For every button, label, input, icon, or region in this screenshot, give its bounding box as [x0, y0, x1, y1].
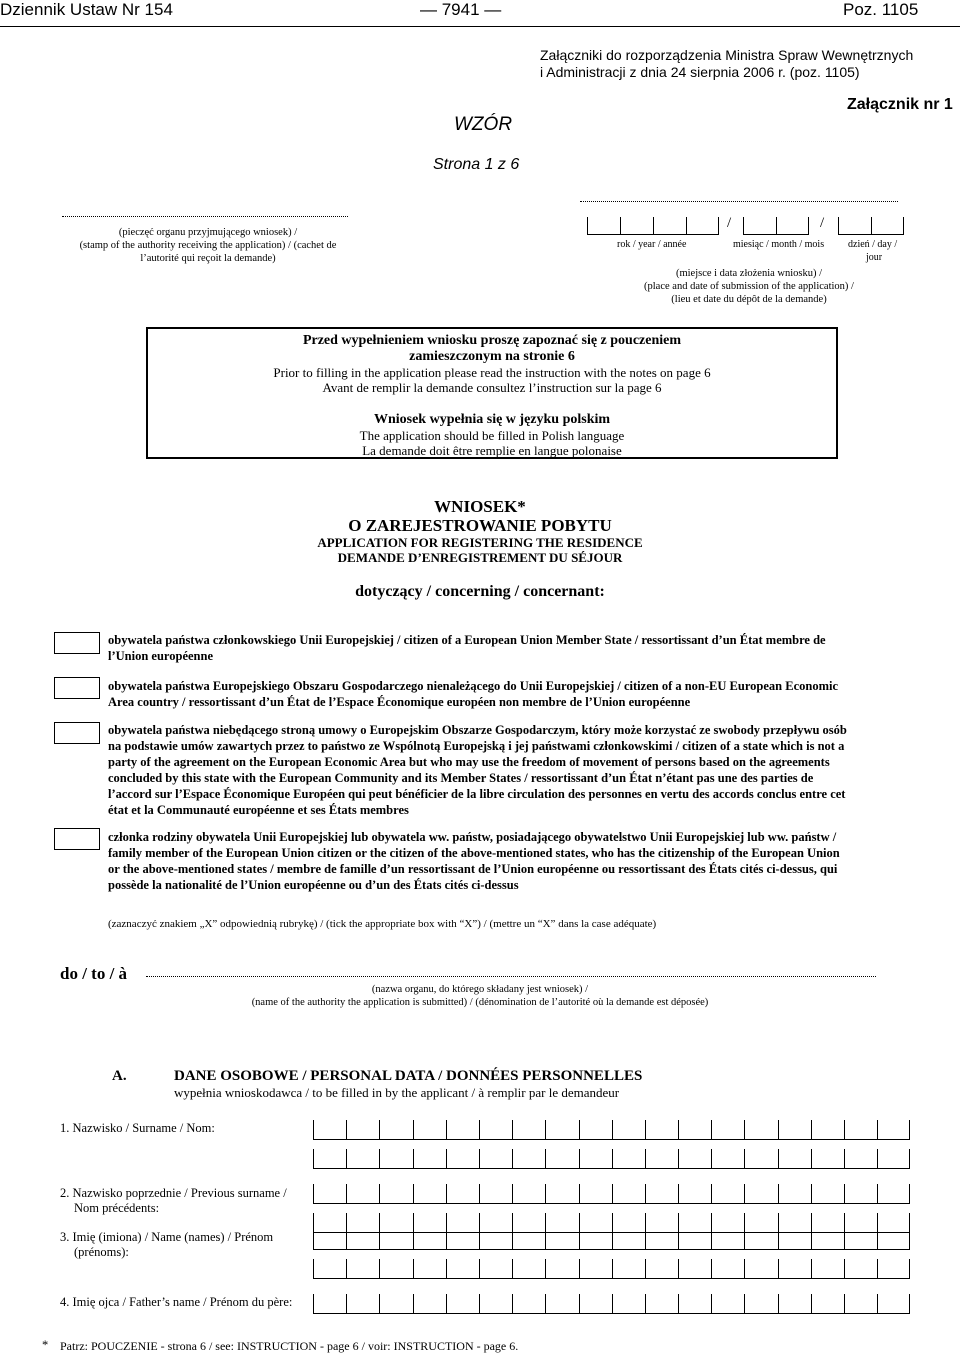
character-cell[interactable] [446, 1149, 479, 1169]
character-cell[interactable] [379, 1120, 412, 1140]
tick-instruction: (zaznaczyć znakiem „X” odpowiednią rubrykę) / (tick the appropriate box with “X”) / (mettre un “X” dans la case adéquate) [108, 918, 657, 930]
date-separator: / [727, 215, 732, 231]
character-cell[interactable] [744, 1230, 777, 1250]
character-cell[interactable] [877, 1149, 910, 1169]
character-cell[interactable] [479, 1184, 512, 1204]
day-caption: dzień / day / [848, 239, 898, 250]
character-cell[interactable] [579, 1149, 612, 1169]
option-text-line: obywatela państwa niebędącego stroną umowy o Europejskim Obszarze Gospodarczym, który może korzystać ze swobody przepływu osób [108, 723, 847, 737]
option-text-line: Area country / ressortissant d’un État de l’Espace Économique européen non membre de l’Union européenne [108, 695, 691, 709]
character-cell[interactable] [778, 1149, 811, 1169]
character-cell[interactable] [844, 1120, 877, 1140]
character-cell[interactable] [512, 1120, 545, 1140]
character-cell[interactable] [545, 1259, 578, 1279]
year-digit-box[interactable] [653, 217, 686, 235]
label-line: Nom précédents: [74, 1201, 160, 1215]
character-cell[interactable] [446, 1294, 479, 1314]
character-cell[interactable] [877, 1184, 910, 1204]
position-number: Poz. 1105 [843, 0, 919, 19]
form-title-line: DEMANDE D’ENREGISTREMENT DU SÉJOUR [337, 550, 623, 565]
name-grid-row-1[interactable] [313, 1230, 910, 1250]
day-caption-fr: jour [866, 252, 883, 263]
character-cell[interactable] [778, 1230, 811, 1250]
character-cell[interactable] [778, 1259, 811, 1279]
character-cell[interactable] [313, 1294, 346, 1314]
character-cell[interactable] [379, 1294, 412, 1314]
character-cell[interactable] [645, 1120, 678, 1140]
annex-reference-line: Załączniki do rozporządzenia Ministra Spraw Wewnętrznych [540, 47, 914, 63]
place-caption-line: (miejsce i data złożenia wniosku) / [675, 268, 823, 279]
character-cell[interactable] [413, 1230, 446, 1250]
annex-reference-line: i Administracji z dnia 24 sierpnia 2006 r. (poz. 1105) [540, 64, 860, 80]
option-checkbox-family[interactable] [54, 828, 100, 850]
year-caption: rok / year / année [617, 239, 687, 250]
character-cell[interactable] [645, 1259, 678, 1279]
character-cell[interactable] [346, 1184, 379, 1204]
character-cell[interactable] [844, 1259, 877, 1279]
stamp-caption-line: (stamp of the authority receiving the application) / (cachet de [79, 240, 337, 251]
character-cell[interactable] [678, 1120, 711, 1140]
authority-caption-line: (name of the authority the application is submitted) / (dénomination de l’autorité où la demande est déposée) [251, 997, 709, 1008]
character-cell[interactable] [413, 1120, 446, 1140]
character-cell[interactable] [645, 1294, 678, 1314]
character-cell[interactable] [811, 1149, 844, 1169]
character-cell[interactable] [479, 1259, 512, 1279]
option-eea-citizen [108, 678, 908, 710]
previous-surname-grid-row-1[interactable] [313, 1184, 910, 1204]
option-checkbox-non-eea[interactable] [54, 722, 100, 744]
notice-english: Prior to filling in the application please read the instruction with the notes on page 6 [273, 365, 711, 380]
character-cell[interactable] [579, 1230, 612, 1250]
character-cell[interactable] [313, 1230, 346, 1250]
character-cell[interactable] [678, 1149, 711, 1169]
option-checkbox-eea[interactable] [54, 677, 100, 699]
character-cell[interactable] [778, 1294, 811, 1314]
character-cell[interactable] [645, 1230, 678, 1250]
page-number: — 7941 — [420, 0, 502, 19]
footnote-star: * [42, 1338, 49, 1352]
character-cell[interactable] [678, 1294, 711, 1314]
character-cell[interactable] [744, 1259, 777, 1279]
section-a-letter: A. [112, 1068, 127, 1084]
instruction-notice-box [146, 327, 838, 459]
character-cell[interactable] [612, 1184, 645, 1204]
stamp-caption-line: (pieczęć organu przyjmującego wniosek) / [118, 227, 298, 238]
character-cell[interactable] [711, 1149, 744, 1169]
option-text-line: possède la nationalité de l’Union européenne ou d’un des États cités ci-dessus [108, 878, 519, 892]
character-cell[interactable] [379, 1184, 412, 1204]
character-cell[interactable] [346, 1230, 379, 1250]
option-text-line: na podstawie umów zawartych przez to państwo ze Wspólnotą Europejską i jej państwami członkowskimi / citizen of a state which is not a [108, 739, 845, 753]
character-cell[interactable] [346, 1259, 379, 1279]
character-cell[interactable] [877, 1230, 910, 1250]
form-title-line: WNIOSEK* [434, 497, 526, 516]
character-cell[interactable] [313, 1259, 346, 1279]
model-label: WZÓR [454, 114, 513, 135]
character-cell[interactable] [512, 1259, 545, 1279]
character-cell[interactable] [844, 1294, 877, 1314]
character-cell[interactable] [612, 1120, 645, 1140]
character-cell[interactable] [313, 1149, 346, 1169]
character-cell[interactable] [711, 1294, 744, 1314]
name-grid-row-2[interactable] [313, 1259, 910, 1279]
character-cell[interactable] [612, 1294, 645, 1314]
character-cell[interactable] [844, 1184, 877, 1204]
character-cell[interactable] [811, 1259, 844, 1279]
option-text-line: état et la Communauté européenne et ses États membres [108, 803, 409, 817]
character-cell[interactable] [512, 1149, 545, 1169]
surname-label: 1. Nazwisko / Surname / Nom: [60, 1121, 215, 1135]
option-non-eea-citizen [108, 722, 908, 818]
character-cell[interactable] [479, 1120, 512, 1140]
character-cell[interactable] [811, 1184, 844, 1204]
character-cell[interactable] [346, 1120, 379, 1140]
character-cell[interactable] [379, 1149, 412, 1169]
character-cell[interactable] [844, 1149, 877, 1169]
option-text-line: l’Union européenne [108, 649, 213, 663]
character-cell[interactable] [877, 1259, 910, 1279]
option-eu-citizen [108, 632, 908, 664]
character-cell[interactable] [778, 1184, 811, 1204]
page-counter: Strona 1 z 6 [433, 156, 520, 173]
authority-caption-line: (nazwa organu, do którego składany jest wniosek) / [371, 984, 589, 995]
option-text-line: obywatela państwa członkowskiego Unii Europejskiej / citizen of a European Union Member State / ressortissant d’un État membre de [108, 633, 826, 647]
month-digit-box[interactable] [776, 217, 809, 235]
language-polish: Wniosek wypełnia się w języku polskim [373, 412, 611, 427]
date-separator: / [820, 215, 825, 231]
place-caption-line: (place and date of submission of the application) / [644, 281, 854, 292]
authority-caption [200, 983, 760, 1009]
year-digit-box[interactable] [686, 217, 719, 235]
character-cell[interactable] [612, 1259, 645, 1279]
character-cell[interactable] [579, 1259, 612, 1279]
fathers-name-grid-row[interactable] [313, 1294, 910, 1314]
character-cell[interactable] [744, 1294, 777, 1314]
character-cell[interactable] [645, 1149, 678, 1169]
character-cell[interactable] [512, 1230, 545, 1250]
form-title-line: O ZAREJESTROWANIE POBYTU [348, 516, 612, 535]
character-cell[interactable] [413, 1294, 446, 1314]
year-digit-box[interactable] [620, 217, 653, 235]
option-family-member [108, 829, 908, 893]
character-cell[interactable] [678, 1230, 711, 1250]
option-text-line: family member of the European Union citizen or the citizen of the above-mentioned states, who has the citizenship of the European Union [108, 846, 840, 860]
option-text-line: party of the agreement on the European Economic Area but who may use the freedom of movement of persons based on the agreements [108, 755, 830, 769]
character-cell[interactable] [877, 1294, 910, 1314]
character-cell[interactable] [744, 1184, 777, 1204]
character-cell[interactable] [711, 1230, 744, 1250]
character-cell[interactable] [512, 1184, 545, 1204]
character-cell[interactable] [479, 1149, 512, 1169]
character-cell[interactable] [346, 1294, 379, 1314]
notice-polish: Przed wypełnieniem wniosku proszę zapoznać się z pouczeniem [302, 333, 682, 348]
place-caption [604, 267, 894, 306]
character-cell[interactable] [711, 1184, 744, 1204]
to-authority-label: do / to / à [60, 964, 128, 983]
character-cell[interactable] [446, 1230, 479, 1250]
place-dotted-line [580, 201, 898, 202]
option-text-line: concluded by this state with the European Community and its Member States / ressortissant d’un État n’étant pas une des parties de [108, 771, 814, 785]
character-cell[interactable] [446, 1259, 479, 1279]
annex-reference [540, 47, 913, 81]
character-cell[interactable] [512, 1294, 545, 1314]
language-english: The application should be filled in Polish language [359, 428, 625, 443]
character-cell[interactable] [479, 1294, 512, 1314]
character-cell[interactable] [379, 1230, 412, 1250]
character-cell[interactable] [413, 1259, 446, 1279]
character-cell[interactable] [545, 1149, 578, 1169]
character-cell[interactable] [811, 1120, 844, 1140]
character-cell[interactable] [811, 1230, 844, 1250]
character-cell[interactable] [446, 1120, 479, 1140]
month-caption: miesiąc / month / mois [733, 239, 825, 250]
journal-title: Dziennik Ustaw Nr 154 [0, 0, 173, 19]
header-rule [0, 26, 960, 27]
character-cell[interactable] [811, 1294, 844, 1314]
option-checkbox-eu[interactable] [54, 632, 100, 654]
day-boxes[interactable] [838, 217, 904, 235]
character-cell[interactable] [711, 1120, 744, 1140]
notice-polish-2: zamieszczonym na stronie 6 [409, 349, 575, 364]
day-digit-box[interactable] [838, 217, 871, 235]
notice-french: Avant de remplir la demande consultez l’instruction sur la page 6 [322, 380, 662, 395]
month-digit-box[interactable] [743, 217, 776, 235]
character-cell[interactable] [313, 1184, 346, 1204]
stamp-caption-line: l’autorité qui reçoit la demande) [140, 253, 276, 264]
character-cell[interactable] [545, 1294, 578, 1314]
authority-name-field[interactable] [146, 976, 876, 977]
year-digit-box[interactable] [587, 217, 620, 235]
place-caption-line: (lieu et date du dépôt de la demande) [671, 294, 827, 305]
option-text-line: członka rodziny obywatela Unii Europejskiej lub obywatela ww. państw, posiadającego obywatelstwo Unii Europejskiej lub ww. państw / [108, 830, 837, 844]
character-cell[interactable] [545, 1230, 578, 1250]
footnote-text: Patrz: POUCZENIE - strona 6 / see: INSTRUCTION - page 6 / voir: INSTRUCTION - page 6. [60, 1339, 519, 1353]
character-cell[interactable] [678, 1259, 711, 1279]
surname-grid-row-1[interactable] [313, 1120, 910, 1140]
option-text-line: or the above-mentioned states / membre de famille d’un ressortissant de l’Union européenne ou ressortissant des États cités ci-dessus, qui [108, 862, 838, 876]
character-cell[interactable] [413, 1184, 446, 1204]
character-cell[interactable] [645, 1184, 678, 1204]
character-cell[interactable] [711, 1259, 744, 1279]
language-french: La demande doit être remplie en langue polonaise [362, 443, 622, 458]
name-label [60, 1230, 273, 1260]
section-a-subtitle: wypełnia wnioskodawca / to be filled in by the applicant / à remplir par le demandeur [174, 1085, 620, 1100]
character-cell[interactable] [744, 1149, 777, 1169]
character-cell[interactable] [313, 1120, 346, 1140]
option-text-line: obywatela państwa Europejskiego Obszaru Gospodarczego nienależącego do Unii Europejskiej / citizen of a non-EU European Economic [108, 679, 838, 693]
label-line: 2. Nazwisko poprzednie / Previous surname / [60, 1186, 287, 1200]
stamp-caption [58, 226, 358, 265]
character-cell[interactable] [545, 1184, 578, 1204]
year-boxes[interactable] [587, 217, 719, 235]
label-line: 3. Imię (imiona) / Name (names) / Prénom [60, 1230, 274, 1244]
previous-surname-label [60, 1186, 287, 1216]
character-cell[interactable] [844, 1230, 877, 1250]
option-text-line: l’accord sur l’Espace Économique Européen qui peut bénéficier de la libre circulation des personnes en vertu des accords conclus entre cet [108, 787, 846, 801]
character-cell[interactable] [744, 1120, 777, 1140]
character-cell[interactable] [379, 1259, 412, 1279]
concerning-label: dotyczący / concerning / concernant: [355, 583, 605, 600]
character-cell[interactable] [413, 1149, 446, 1169]
fathers-name-label: 4. Imię ojca / Father’s name / Prénom du père: [60, 1295, 293, 1309]
form-title [240, 497, 720, 565]
character-cell[interactable] [446, 1184, 479, 1204]
character-cell[interactable] [612, 1149, 645, 1169]
character-cell[interactable] [678, 1184, 711, 1204]
character-cell[interactable] [579, 1120, 612, 1140]
annex-number: Załącznik nr 1 [847, 96, 953, 113]
stamp-dotted-line [62, 216, 348, 217]
character-cell[interactable] [579, 1294, 612, 1314]
month-boxes[interactable] [743, 217, 809, 235]
character-cell[interactable] [778, 1120, 811, 1140]
surname-grid-row-2[interactable] [313, 1149, 910, 1169]
character-cell[interactable] [579, 1184, 612, 1204]
section-a-title: DANE OSOBOWE / PERSONAL DATA / DONNÉES PERSONNELLES [174, 1068, 643, 1084]
character-cell[interactable] [877, 1120, 910, 1140]
form-title-line: APPLICATION FOR REGISTERING THE RESIDENCE [317, 535, 643, 550]
character-cell[interactable] [479, 1230, 512, 1250]
day-digit-box[interactable] [871, 217, 904, 235]
character-cell[interactable] [612, 1230, 645, 1250]
character-cell[interactable] [545, 1120, 578, 1140]
character-cell[interactable] [346, 1149, 379, 1169]
label-line: (prénoms): [74, 1245, 129, 1259]
